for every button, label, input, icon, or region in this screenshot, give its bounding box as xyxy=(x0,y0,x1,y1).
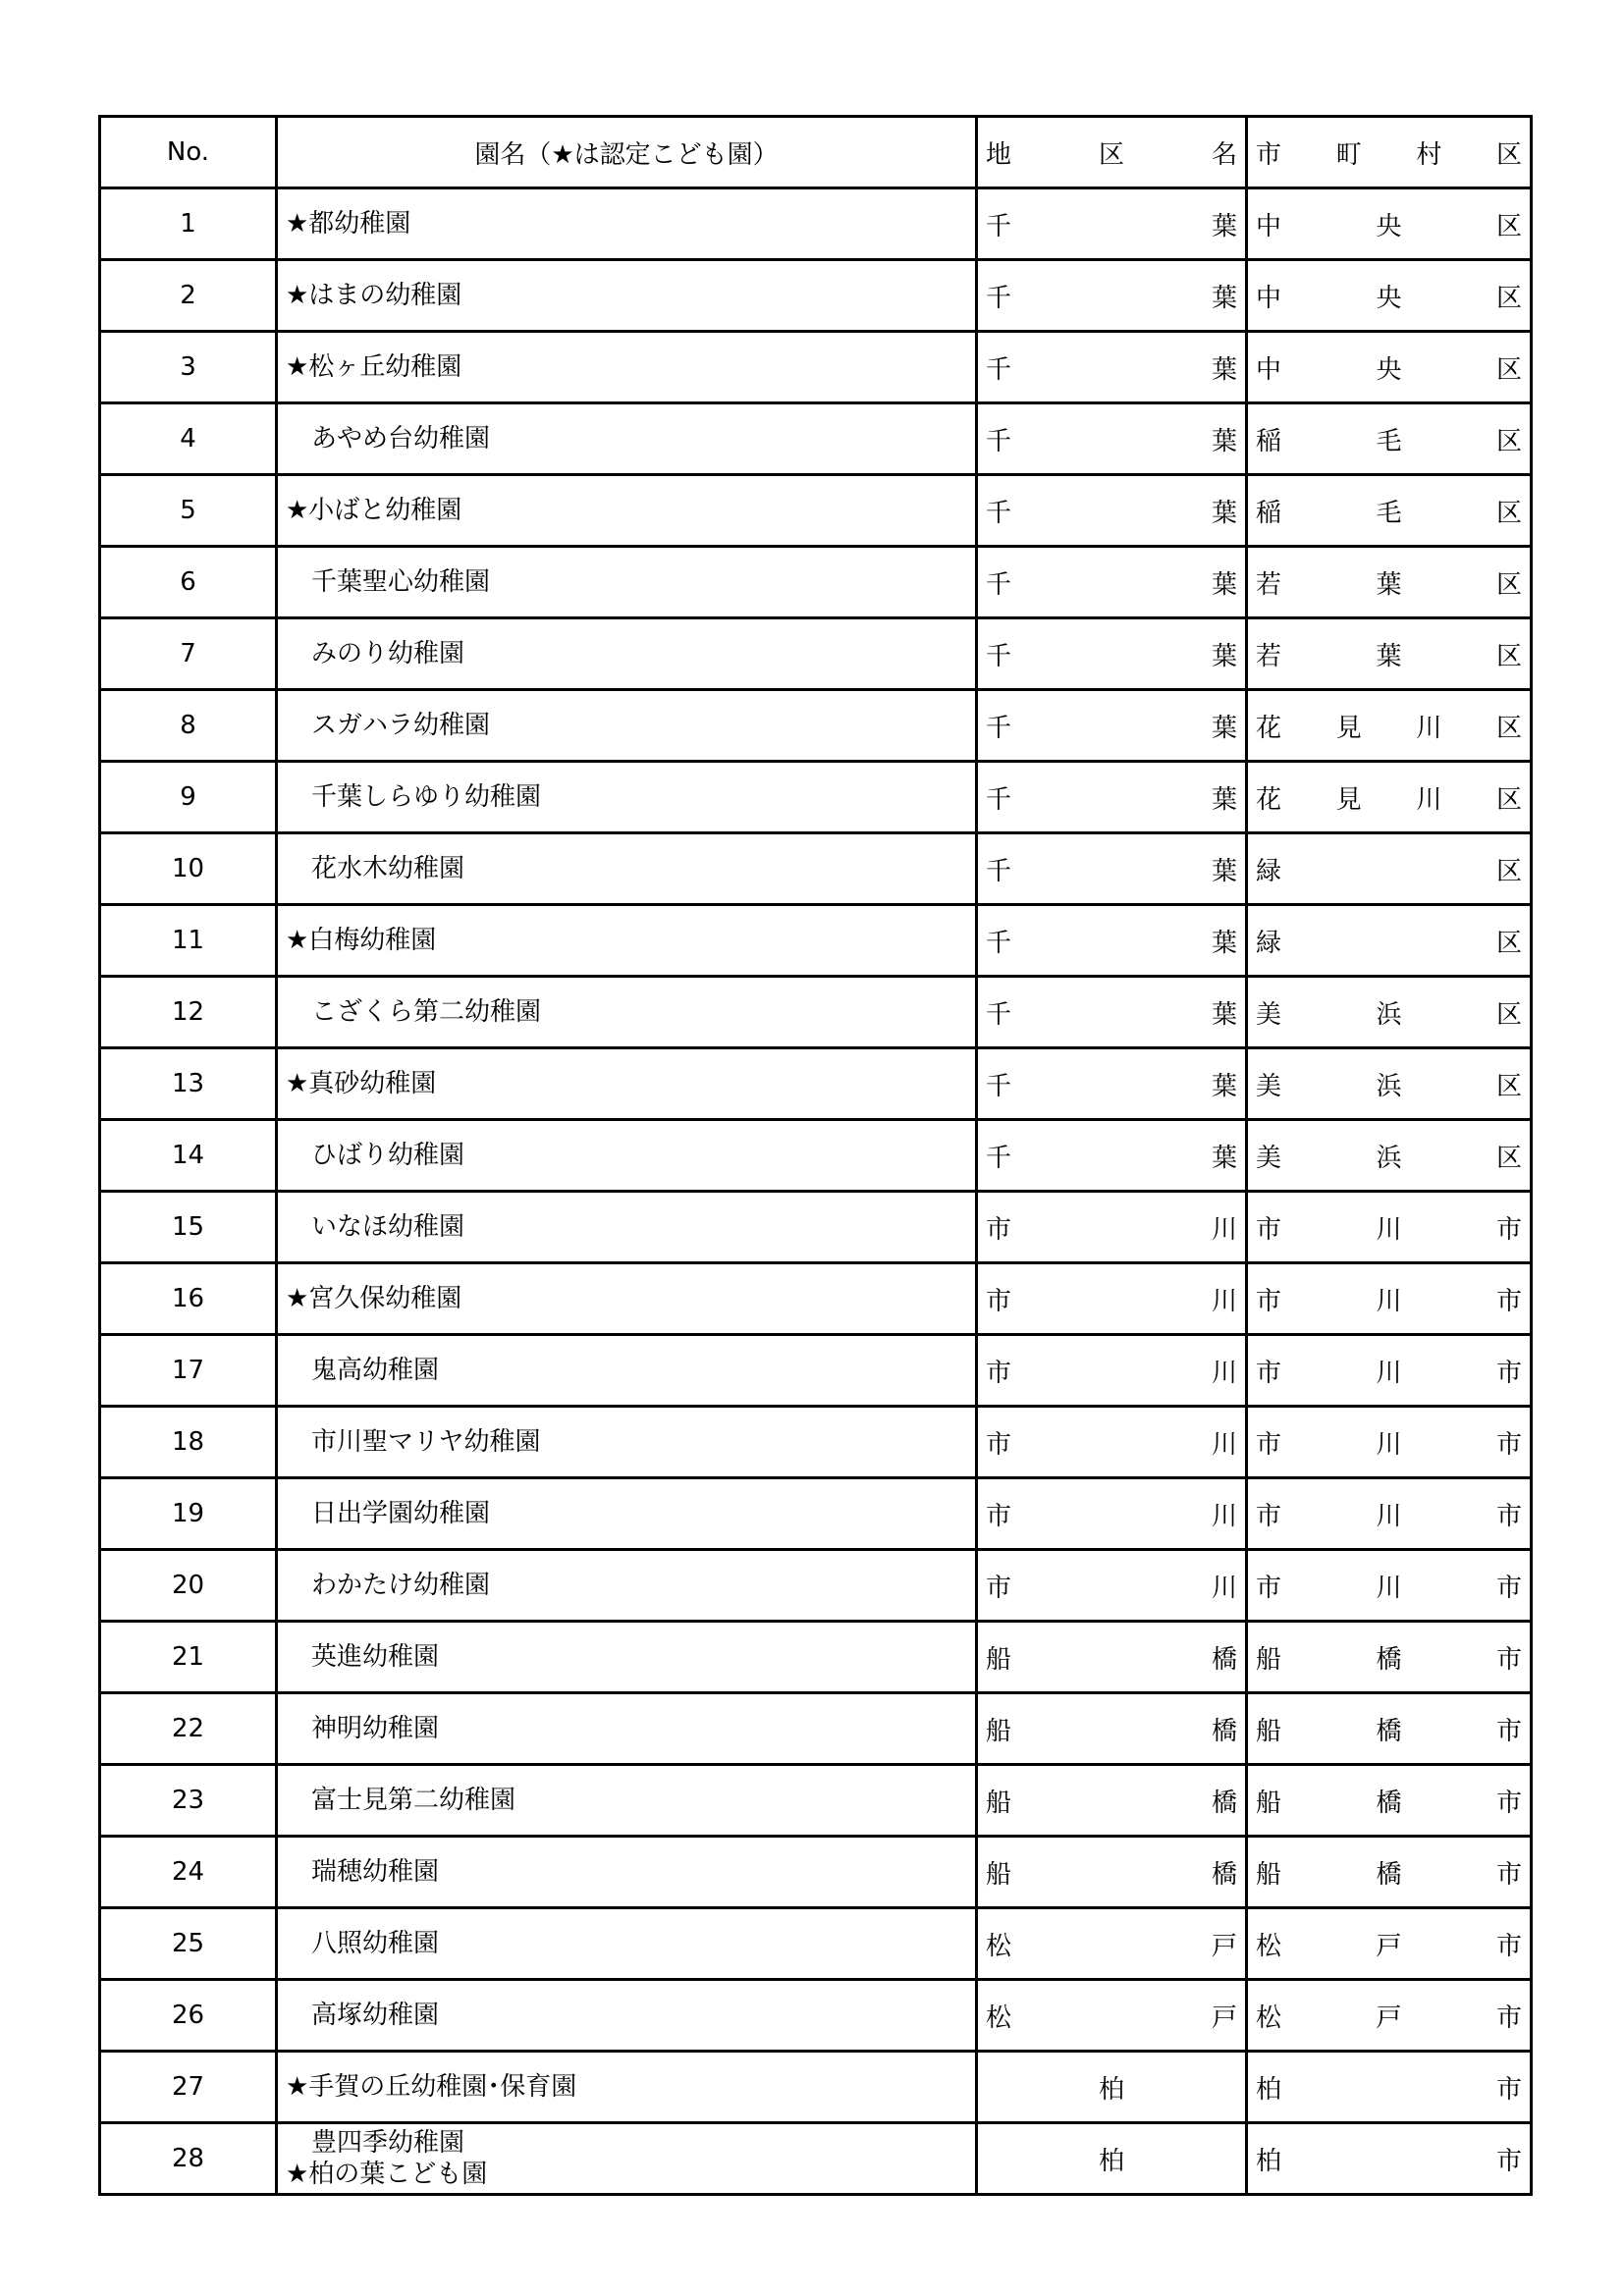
header-district xyxy=(977,117,1247,188)
header-name: 園名（★は認定こども園） xyxy=(277,117,977,188)
header-municipality-text: 市町村区 xyxy=(1256,139,1522,170)
row-number: 16 xyxy=(100,1263,277,1335)
name-cell xyxy=(277,403,977,475)
table-row xyxy=(100,1908,1532,1980)
district-name: 千葉 xyxy=(986,1143,1237,1173)
district-name: 市川 xyxy=(986,1214,1237,1245)
municipality-name: 稲毛区 xyxy=(1256,498,1522,528)
municipality-name: 稲毛区 xyxy=(1256,426,1522,456)
name-cell xyxy=(277,332,977,403)
kindergarten-name: スガハラ幼稚園 xyxy=(286,711,491,740)
municipality-cell xyxy=(1247,332,1532,403)
municipality-name: 緑区 xyxy=(1256,928,1522,958)
municipality-cell xyxy=(1247,260,1532,332)
municipality-name: 市川市 xyxy=(1256,1286,1522,1316)
kindergarten-name: 千葉しらゆり幼稚園 xyxy=(286,782,542,812)
municipality-name: 中央区 xyxy=(1256,211,1522,241)
district-cell xyxy=(977,1263,1247,1335)
municipality-name: 中央区 xyxy=(1256,283,1522,313)
district-cell xyxy=(977,1192,1247,1263)
table-row xyxy=(100,403,1532,475)
municipality-cell xyxy=(1247,1550,1532,1622)
name-cell xyxy=(277,762,977,833)
district-name: 千葉 xyxy=(986,211,1237,241)
municipality-name: 花見川区 xyxy=(1256,713,1522,743)
district-cell xyxy=(977,618,1247,690)
municipality-cell xyxy=(1247,1335,1532,1407)
municipality-cell xyxy=(1247,1693,1532,1765)
name-cell xyxy=(277,1980,977,2052)
municipality-cell xyxy=(1247,1192,1532,1263)
table-row xyxy=(100,260,1532,332)
table-row xyxy=(100,833,1532,905)
row-number: 15 xyxy=(100,1192,277,1263)
kindergarten-name: ★宮久保幼稚園 xyxy=(286,1284,462,1313)
municipality-name: 柏市 xyxy=(1256,2146,1522,2176)
district-name: 柏 xyxy=(1098,2074,1124,2105)
municipality-cell xyxy=(1247,547,1532,618)
kindergarten-name: 日出学園幼稚園 xyxy=(286,1499,491,1528)
row-number: 6 xyxy=(100,547,277,618)
municipality-cell xyxy=(1247,1263,1532,1335)
table-row xyxy=(100,547,1532,618)
name-cell xyxy=(277,1192,977,1263)
district-cell xyxy=(977,2052,1247,2123)
name-cell xyxy=(277,1120,977,1192)
row-number: 22 xyxy=(100,1693,277,1765)
district-name: 千葉 xyxy=(986,569,1237,600)
kindergarten-name: ★白梅幼稚園 xyxy=(286,926,437,955)
municipality-cell xyxy=(1247,833,1532,905)
kindergarten-name: 瑞穂幼稚園 xyxy=(286,1857,440,1887)
district-cell xyxy=(977,1120,1247,1192)
municipality-cell xyxy=(1247,1908,1532,1980)
name-cell xyxy=(277,547,977,618)
municipality-cell xyxy=(1247,2123,1532,2195)
district-name: 千葉 xyxy=(986,641,1237,671)
kindergarten-table xyxy=(98,115,1533,2196)
kindergarten-name: ★真砂幼稚園 xyxy=(286,1069,437,1098)
municipality-cell xyxy=(1247,475,1532,547)
municipality-name: 花見川区 xyxy=(1256,784,1522,815)
district-name: 千葉 xyxy=(986,426,1237,456)
row-number: 18 xyxy=(100,1407,277,1478)
district-name: 千葉 xyxy=(986,498,1237,528)
district-name: 市川 xyxy=(986,1429,1237,1460)
kindergarten-name: 花水木幼稚園 xyxy=(286,854,465,883)
kindergarten-name: ★手賀の丘幼稚園･保育園 xyxy=(286,2072,577,2102)
district-name: 船橋 xyxy=(986,1644,1237,1675)
row-number: 28 xyxy=(100,2123,277,2195)
name-cell xyxy=(277,1622,977,1693)
municipality-name: 船橋市 xyxy=(1256,1859,1522,1890)
row-number: 5 xyxy=(100,475,277,547)
table-row xyxy=(100,1837,1532,1908)
header-row xyxy=(100,117,1532,188)
district-cell xyxy=(977,1550,1247,1622)
row-number: 27 xyxy=(100,2052,277,2123)
kindergarten-name: 鬼高幼稚園 xyxy=(286,1356,440,1385)
municipality-cell xyxy=(1247,618,1532,690)
row-number: 9 xyxy=(100,762,277,833)
name-cell xyxy=(277,1335,977,1407)
municipality-name: 市川市 xyxy=(1256,1501,1522,1531)
name-cell xyxy=(277,188,977,260)
district-name: 市川 xyxy=(986,1573,1237,1603)
kindergarten-name: わかたけ幼稚園 xyxy=(286,1571,491,1600)
municipality-name: 美浜区 xyxy=(1256,999,1522,1030)
table-row xyxy=(100,188,1532,260)
kindergarten-name: ひばり幼稚園 xyxy=(286,1141,465,1170)
table-row xyxy=(100,905,1532,977)
district-name: 千葉 xyxy=(986,283,1237,313)
name-cell xyxy=(277,1407,977,1478)
district-cell xyxy=(977,690,1247,762)
row-number: 19 xyxy=(100,1478,277,1550)
district-name: 柏 xyxy=(1098,2146,1124,2176)
municipality-cell xyxy=(1247,977,1532,1048)
municipality-name: 緑区 xyxy=(1256,856,1522,886)
name-cell xyxy=(277,1908,977,1980)
district-cell xyxy=(977,1765,1247,1837)
kindergarten-name: 市川聖マリヤ幼稚園 xyxy=(286,1427,541,1457)
header-municipality xyxy=(1247,117,1532,188)
row-number: 11 xyxy=(100,905,277,977)
kindergarten-name: 神明幼稚園 xyxy=(286,1714,440,1743)
table-row xyxy=(100,2123,1532,2195)
municipality-name: 船橋市 xyxy=(1256,1788,1522,1818)
district-name: 千葉 xyxy=(986,784,1237,815)
row-number: 4 xyxy=(100,403,277,475)
municipality-cell xyxy=(1247,1622,1532,1693)
row-number: 17 xyxy=(100,1335,277,1407)
district-name: 松戸 xyxy=(986,1931,1237,1961)
district-name: 千葉 xyxy=(986,713,1237,743)
municipality-cell xyxy=(1247,1120,1532,1192)
name-cell xyxy=(277,977,977,1048)
district-name: 市川 xyxy=(986,1358,1237,1388)
kindergarten-name: ★松ヶ丘幼稚園 xyxy=(286,352,462,382)
row-number: 8 xyxy=(100,690,277,762)
table-row xyxy=(100,1765,1532,1837)
row-number: 12 xyxy=(100,977,277,1048)
district-cell xyxy=(977,1837,1247,1908)
municipality-name: 美浜区 xyxy=(1256,1071,1522,1101)
table-row xyxy=(100,1192,1532,1263)
district-cell xyxy=(977,762,1247,833)
district-cell xyxy=(977,1335,1247,1407)
municipality-name: 市川市 xyxy=(1256,1573,1522,1603)
municipality-cell xyxy=(1247,1980,1532,2052)
municipality-name: 松戸市 xyxy=(1256,1931,1522,1961)
kindergarten-name: みのり幼稚園 xyxy=(286,639,465,668)
name-cell xyxy=(277,1550,977,1622)
table-row xyxy=(100,690,1532,762)
district-name: 船橋 xyxy=(986,1716,1237,1746)
district-name: 船橋 xyxy=(986,1859,1237,1890)
kindergarten-name: ★都幼稚園 xyxy=(286,209,411,239)
municipality-cell xyxy=(1247,1407,1532,1478)
row-number: 1 xyxy=(100,188,277,260)
municipality-name: 柏市 xyxy=(1256,2074,1522,2105)
municipality-cell xyxy=(1247,762,1532,833)
name-cell xyxy=(277,618,977,690)
district-cell xyxy=(977,188,1247,260)
municipality-cell xyxy=(1247,905,1532,977)
municipality-cell xyxy=(1247,1478,1532,1550)
district-name: 千葉 xyxy=(986,999,1237,1030)
row-number: 25 xyxy=(100,1908,277,1980)
district-cell xyxy=(977,1693,1247,1765)
table-row xyxy=(100,1263,1532,1335)
municipality-cell xyxy=(1247,690,1532,762)
name-cell xyxy=(277,260,977,332)
municipality-name: 松戸市 xyxy=(1256,2002,1522,2033)
municipality-name: 船橋市 xyxy=(1256,1716,1522,1746)
municipality-cell xyxy=(1247,2052,1532,2123)
table-row xyxy=(100,762,1532,833)
district-cell xyxy=(977,1407,1247,1478)
row-number: 14 xyxy=(100,1120,277,1192)
row-number: 13 xyxy=(100,1048,277,1120)
name-cell xyxy=(277,2123,977,2195)
municipality-name: 若葉区 xyxy=(1256,569,1522,600)
district-name: 松戸 xyxy=(986,2002,1237,2033)
kindergarten-name: 豊四季幼稚園 xyxy=(286,2128,465,2158)
kindergarten-name: ★柏の葉こども園 xyxy=(286,2160,488,2189)
kindergarten-name: 英進幼稚園 xyxy=(286,1642,440,1672)
district-cell xyxy=(977,1908,1247,1980)
municipality-cell xyxy=(1247,1837,1532,1908)
table-row xyxy=(100,1120,1532,1192)
municipality-name: 若葉区 xyxy=(1256,641,1522,671)
kindergarten-name: 富士見第二幼稚園 xyxy=(286,1786,516,1815)
row-number: 26 xyxy=(100,1980,277,2052)
row-number: 20 xyxy=(100,1550,277,1622)
kindergarten-name: 高塚幼稚園 xyxy=(286,2001,440,2030)
municipality-name: 市川市 xyxy=(1256,1214,1522,1245)
row-number: 3 xyxy=(100,332,277,403)
name-cell xyxy=(277,2052,977,2123)
row-number: 21 xyxy=(100,1622,277,1693)
municipality-name: 中央区 xyxy=(1256,354,1522,385)
name-cell xyxy=(277,905,977,977)
name-cell xyxy=(277,690,977,762)
district-name: 千葉 xyxy=(986,856,1237,886)
municipality-name: 市川市 xyxy=(1256,1429,1522,1460)
kindergarten-name: ★小ばと幼稚園 xyxy=(286,496,462,525)
district-cell xyxy=(977,2123,1247,2195)
name-cell xyxy=(277,1263,977,1335)
row-number: 24 xyxy=(100,1837,277,1908)
municipality-cell xyxy=(1247,1765,1532,1837)
row-number: 2 xyxy=(100,260,277,332)
header-no: No. xyxy=(100,117,277,188)
name-cell xyxy=(277,475,977,547)
table-row xyxy=(100,2052,1532,2123)
district-cell xyxy=(977,977,1247,1048)
municipality-cell xyxy=(1247,403,1532,475)
table-row xyxy=(100,1622,1532,1693)
table-row xyxy=(100,1550,1532,1622)
table-row xyxy=(100,332,1532,403)
table-row xyxy=(100,1980,1532,2052)
district-cell xyxy=(977,905,1247,977)
district-name: 千葉 xyxy=(986,354,1237,385)
district-name: 千葉 xyxy=(986,928,1237,958)
table-row xyxy=(100,1407,1532,1478)
district-cell xyxy=(977,833,1247,905)
table-row xyxy=(100,977,1532,1048)
district-name: 千葉 xyxy=(986,1071,1237,1101)
name-cell xyxy=(277,1478,977,1550)
name-cell xyxy=(277,1693,977,1765)
kindergarten-name: あやめ台幼稚園 xyxy=(286,424,491,454)
district-cell xyxy=(977,547,1247,618)
kindergarten-name: 千葉聖心幼稚園 xyxy=(286,567,491,597)
name-cell xyxy=(277,1765,977,1837)
district-cell xyxy=(977,475,1247,547)
table-row xyxy=(100,618,1532,690)
row-number: 10 xyxy=(100,833,277,905)
table-row xyxy=(100,475,1532,547)
district-cell xyxy=(977,332,1247,403)
municipality-cell xyxy=(1247,188,1532,260)
district-cell xyxy=(977,1478,1247,1550)
municipality-name: 船橋市 xyxy=(1256,1644,1522,1675)
name-cell xyxy=(277,1837,977,1908)
row-number: 23 xyxy=(100,1765,277,1837)
table-row xyxy=(100,1693,1532,1765)
district-name: 市川 xyxy=(986,1501,1237,1531)
table-row xyxy=(100,1478,1532,1550)
district-name: 市川 xyxy=(986,1286,1237,1316)
table-row xyxy=(100,1048,1532,1120)
kindergarten-name: こざくら第二幼稚園 xyxy=(286,997,542,1027)
header-district-text: 地区名 xyxy=(986,139,1237,170)
name-cell xyxy=(277,1048,977,1120)
district-cell xyxy=(977,1980,1247,2052)
municipality-name: 美浜区 xyxy=(1256,1143,1522,1173)
kindergarten-name: 八照幼稚園 xyxy=(286,1929,440,1958)
district-cell xyxy=(977,403,1247,475)
district-cell xyxy=(977,1048,1247,1120)
district-cell xyxy=(977,1622,1247,1693)
district-name: 船橋 xyxy=(986,1788,1237,1818)
table-row xyxy=(100,1335,1532,1407)
municipality-cell xyxy=(1247,1048,1532,1120)
name-cell xyxy=(277,833,977,905)
kindergarten-name: いなほ幼稚園 xyxy=(286,1212,465,1242)
row-number: 7 xyxy=(100,618,277,690)
kindergarten-name: ★はまの幼稚園 xyxy=(286,281,462,310)
municipality-name: 市川市 xyxy=(1256,1358,1522,1388)
district-cell xyxy=(977,260,1247,332)
